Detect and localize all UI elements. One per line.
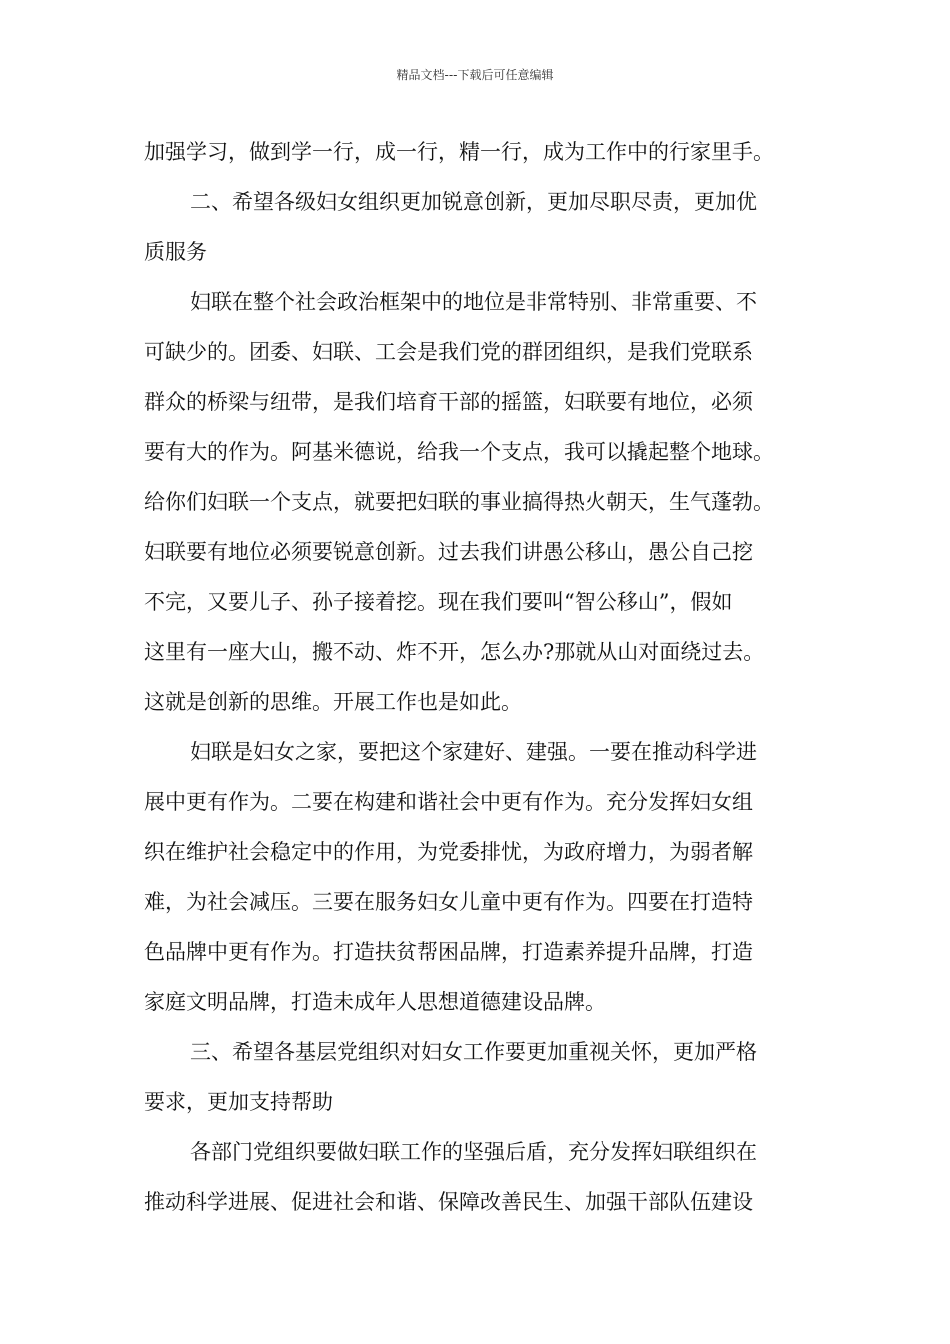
text-line: 加强学习，做到学一行，成一行，精一行，成为工作中的行家里手。	[144, 140, 774, 164]
paragraph-line: 这里有一座大山，搬不动、炸不开，怎么办?那就从山对面绕过去。	[144, 640, 765, 664]
paragraph-line: 给你们妇联一个支点，就要把妇联的事业搞得热火朝天，生气蓬勃。	[144, 490, 774, 514]
section-heading-3-line-2: 要求，更加支持帮助	[144, 1090, 333, 1114]
paragraph-line: 各部门党组织要做妇联工作的坚强后盾，充分发挥妇联组织在	[190, 1140, 757, 1164]
paragraph-line: 难，为社会减压。三要在服务妇女儿童中更有作为。四要在打造特	[144, 890, 753, 914]
paragraph-line: 妇联是妇女之家，要把这个家建好、建强。一要在推动科学进	[190, 740, 757, 764]
section-heading-2-line-2: 质服务	[144, 240, 207, 264]
paragraph-line: 要有大的作为。阿基米德说，给我一个支点，我可以撬起整个地球。	[144, 440, 774, 464]
paragraph-line: 群众的桥梁与纽带，是我们培育干部的摇篮，妇联要有地位，必须	[144, 390, 753, 414]
paragraph-line: 不完，又要儿子、孙子接着挖。现在我们要叫“智公移山”，假如	[144, 590, 733, 614]
paragraph-line: 推动科学进展、促进社会和谐、保障改善民生、加强干部队伍建设	[144, 1190, 753, 1214]
page-header: 精品文档---下载后可任意编辑	[396, 68, 554, 82]
paragraph-line: 可缺少的。团委、妇联、工会是我们党的群团组织，是我们党联系	[144, 340, 753, 364]
section-heading-2-line-1: 二、希望各级妇女组织更加锐意创新，更加尽职尽责，更加优	[190, 190, 757, 214]
paragraph-line: 家庭文明品牌，打造未成年人思想道德建设品牌。	[144, 990, 606, 1014]
section-heading-3-line-1: 三、希望各基层党组织对妇女工作要更加重视关怀，更加严格	[190, 1040, 757, 1064]
paragraph-line: 展中更有作为。二要在构建和谐社会中更有作为。充分发挥妇女组	[144, 790, 753, 814]
paragraph-line: 这就是创新的思维。开展工作也是如此。	[144, 690, 522, 714]
paragraph-line: 妇联要有地位必须要锐意创新。过去我们讲愚公移山，愚公自己挖	[144, 540, 753, 564]
paragraph-line: 织在维护社会稳定中的作用，为党委排忧，为政府增力，为弱者解	[144, 840, 753, 864]
paragraph-line: 妇联在整个社会政治框架中的地位是非常特别、非常重要、不	[190, 290, 757, 314]
document-body	[144, 127, 824, 1227]
paragraph-line: 色品牌中更有作为。打造扶贫帮困品牌，打造素养提升品牌，打造	[144, 940, 753, 964]
